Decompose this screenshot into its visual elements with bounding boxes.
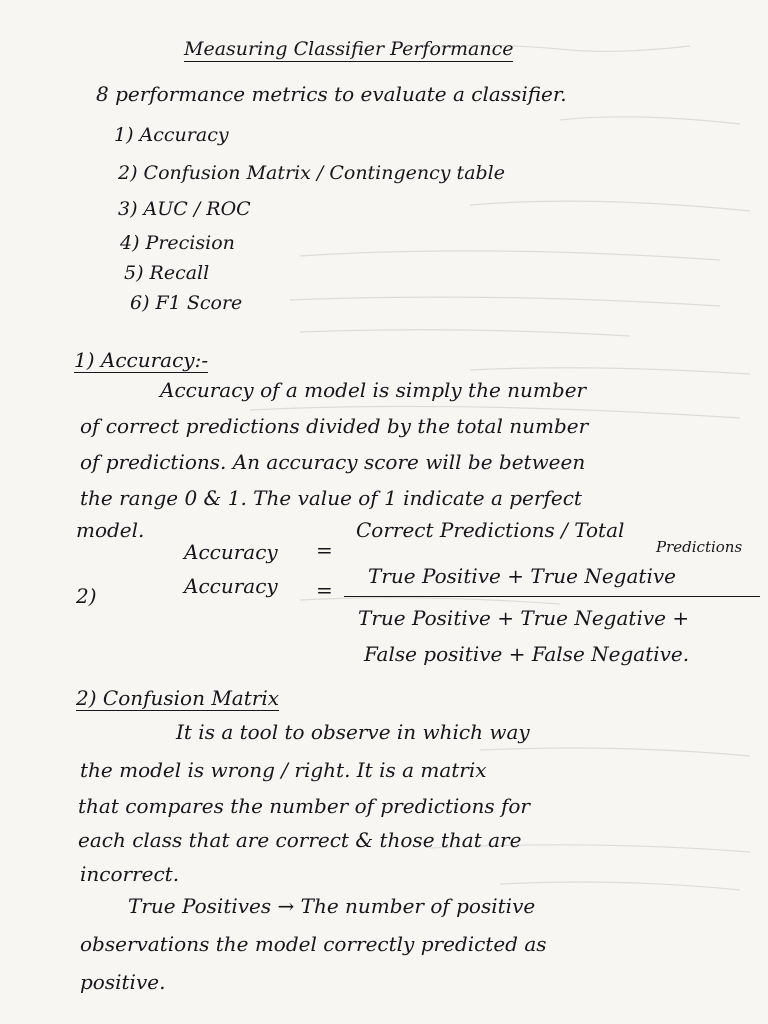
eq2-lhs: Accuracy [184,574,278,598]
true-positives-line: observations the model correctly predicted as [80,932,547,956]
true-positives-line: True Positives → The number of positive [128,894,536,918]
eq2-equals: = [316,578,333,602]
page-title: Measuring Classifier Performance [184,38,514,60]
metric-item-f1-score: 6) F1 Score [130,292,243,314]
true-positives-line: positive. [80,970,166,994]
eq1-rhs-continuation: Predictions [656,538,743,556]
accuracy-text-line: model. [76,518,145,542]
confusion-text-line: that compares the number of predictions for [78,794,530,818]
metric-item-accuracy: 1) Accuracy [114,124,229,146]
confusion-text-line: each class that are correct & those that are [78,828,522,852]
accuracy-text-line: of predictions. An accuracy score will be between [80,450,586,474]
confusion-text-line: the model is wrong / right. It is a matrix [80,758,487,782]
accuracy-text-line: the range 0 & 1. The value of 1 indicate a perfect [80,486,582,510]
metric-item-auc-roc: 3) AUC / ROC [118,198,251,220]
eq2-numerator: True Positive + True Negative [368,564,676,588]
eq2-marker: 2) [76,584,97,608]
intro-line: 8 performance metrics to evaluate a classifier. [96,82,567,106]
fraction-bar [344,596,760,597]
eq2-denominator-line2: False positive + False Negative. [364,642,690,666]
metric-item-recall: 5) Recall [124,262,210,284]
accuracy-text-line: of correct predictions divided by the total number [80,414,589,438]
confusion-text-line: It is a tool to observe in which way [176,720,530,744]
accuracy-text-line: Accuracy of a model is simply the number [160,378,587,402]
confusion-text-line: incorrect. [80,862,180,886]
metric-item-confusion-matrix: 2) Confusion Matrix / Contingency table [118,162,506,184]
eq1-equals: = [316,538,333,562]
accuracy-heading: 1) Accuracy:- [74,348,209,372]
eq1-rhs: Correct Predictions / Total [356,518,625,542]
eq1-lhs: Accuracy [184,540,278,564]
eq2-denominator-line1: True Positive + True Negative + [358,606,690,630]
metric-item-precision: 4) Precision [120,232,235,254]
confusion-heading: 2) Confusion Matrix [76,686,280,710]
